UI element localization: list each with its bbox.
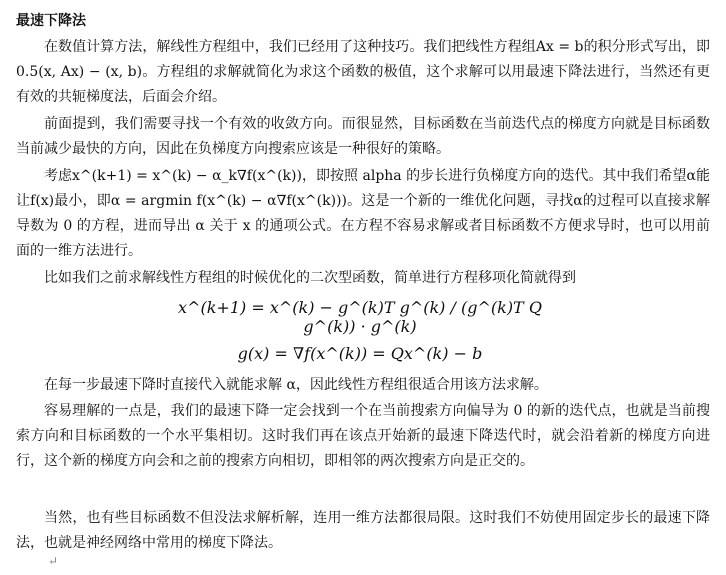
equation-gradient: g(x) = ∇f(x^(k)) = Qx^(k) − b <box>237 344 483 363</box>
paragraph-3: 考虑x^(k+1) = x^(k) − α_k∇f(x^(k))，即按照 alpha 的步长进行负梯度方向的迭代。其中我们希望α能让f(x)最小，即α = argmin f(x^(k) − α∇f(x^(k)))。这是一个新的一维优化问题，寻找α的过程可以直接求解导数为 0 的方程，进而导出 α 关于 x 的通项公式。在方程不容易求解或者目标函数不方便求导时，也可以用前面的一维方法进行。 <box>16 168 710 259</box>
paragraph-1: 在数值计算方法，解线性方程组中，我们已经用了这种技巧。我们把线性方程组Ax = b的积分形式写出，即0.5(x, Ax) − (x, b)。方程组的求解就简化为求这个函数的极值，这个求解可以用最速下降法进行，当然还有更有效的共轭梯度法，后面会介绍。 <box>16 39 710 105</box>
paragraph-2: 前面提到，我们需要寻找一个有效的收敛方向。而很显然，目标函数在当前迭代点的梯度方向就是目标函数当前减少最快的方向，因此在负梯度方向搜索应该是一种很好的策略。 <box>16 116 710 157</box>
paragraph-mark-icon: ↵ <box>48 554 59 568</box>
paragraph-4: 比如我们之前求解线性方程组的时候优化的二次型函数，简单进行方程移项化简就得到 <box>44 270 576 286</box>
paragraph-5: 在每一步最速下降时直接代入就能求解 α，因此线性方程组很适合用该方法求解。 <box>44 377 548 393</box>
section-heading: 最速下降法 <box>16 13 86 29</box>
paragraph-6: 容易理解的一点是，我们的最速下降一定会找到一个在当前搜索方向偏导为 0 的新的迭代点，也就是当前搜索方向和目标函数的一个水平集相切。这时我们再在该点开始新的最速下降迭代时，就会沿着新的梯度方向进行，这个新的梯度方向会和之前的搜索方向相切，即相邻的两次搜索方向是正交的。 <box>16 403 710 469</box>
equation-update-rule: x^(k+1) = x^(k) − g^(k)T g^(k) / (g^(k)T Q g^(k)) · g^(k) <box>178 298 542 336</box>
paragraph-7: 当然，也有些目标函数不但没法求解析解，连用一维方法都很局限。这时我们不妨使用固定步长的最速下降法，也就是神经网络中常用的梯度下降法。 <box>16 510 710 551</box>
